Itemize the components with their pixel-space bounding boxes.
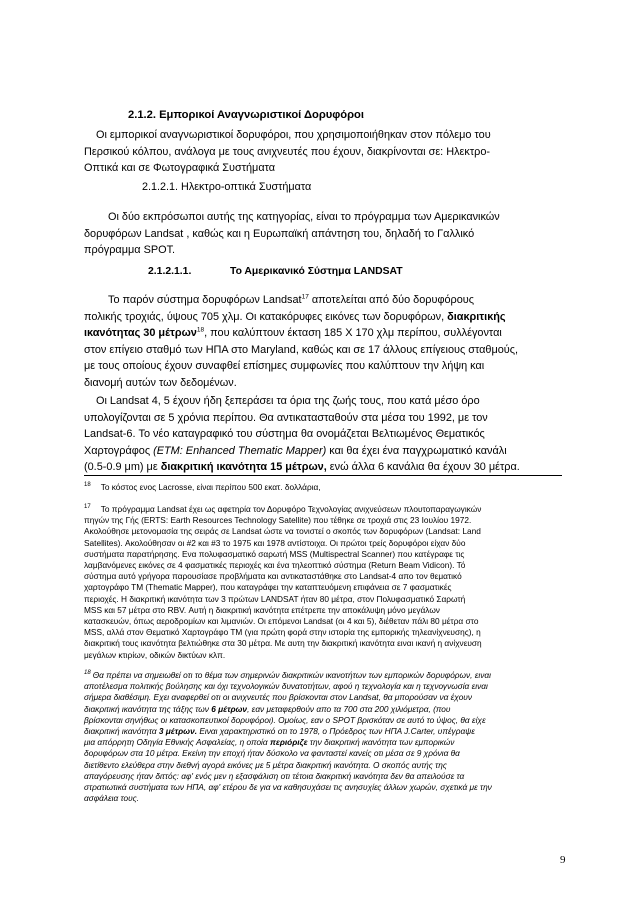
footnote-line: ασφάλεια τους. (84, 793, 139, 804)
footnote-line: στρατιωτικά συστήματα των ΗΠΑ, αφ' ετέρου δε για να καθησυχάσει τις ανησυχίες άλλων χωρών, σχετικά με την (84, 782, 492, 793)
footnote-line: δορυφόρων στα 10 μέτρα. Εκείνη την εποχή ήταν δύσκολο να φανταστεί κανείς οτι μέσα σε 9 χρόνια θα (84, 748, 460, 759)
footnote-line: διετίθεντο ελεύθερα στην διεθνή αγορά εικόνες με 5 μέτρα διακριτική ικανότητα. Ο σκοπός αυτής της (84, 759, 447, 770)
subsubsection-number: 2.1.2.1.1. (148, 266, 192, 277)
footnote-line: Satellites). Ακολούθησαν οι #2 και #3 το 1975 και 1978 αντίστοιχα. Οι πρώτοι τρείς δορυφόροι είχαν δύο (84, 537, 466, 548)
body-line: Οι Landsat 4, 5 έχουν ήδη ξεπεράσει τα όρια της ζωής τους, που κατά μέσο όρο (96, 395, 480, 407)
landsat-paragraph-2 (84, 393, 572, 476)
footnote-line: απαγόρευσης ήταν διττός: αφ' ενός μεν η εξασφάλιση οτι τέτοια διακριτική ικανότητα δεν θα απειλούσε τα (84, 770, 465, 781)
footnote-line: σήμερα διαθέσιμη. Εχει αναφερθεί οτι οι ανιχνευτές που βρίσκονται στον Landsat, θα μπορούσαν να έχουν (84, 692, 473, 703)
body-line: διανομή αυτών των δεδομένων. (84, 376, 237, 389)
footnote-line: μεγάλων κτιρίων, οδικών δικτύων κλπ. (84, 649, 226, 660)
footnote-line: διακριτική ικανότητα της τάξης των 6 μέτρων, εαν μεταφερθούν απο τα 700 στα 200 χιλιόμετρα, (που (84, 703, 451, 714)
body-line: (0.5-0.9 μm) με διακριτική ικανότητα 15 μέτρων, ενώ άλλα 6 κανάλια θα έχουν 30 μέτρα. (84, 461, 520, 474)
intro-line: Περσικού κόλπου, ανάλογα με τους ανιχνευτές που έχουν, διακρίνονται σε: Ηλεκτρο- (84, 145, 491, 158)
footnote-line: πηγών της Γής (ERTS: Earth Resources Technology Satellite) που τέθηκε σε τροχιά στις 23 Ιουλίου 1972. (84, 515, 472, 526)
footnote-line: κατασκευών, όπως αεροδρομίων και λιμανιών. Οι επόμενοι Landsat (οι 4 και 5), διέθεταν πάλι 80 μέτρα στο (84, 616, 479, 627)
footnote-line: μια απόρρητη Οδηγία Εθνικής Ασφαλείας, η οποία περιόριζε την διακριτική ικανότητα των εμπορικών (84, 737, 455, 748)
footnote-line: λαμβανόμενες εικόνες σε 4 φασματικές περιοχές και ένα τηλεοπτικό σύστημα (Return Beam Vidicon). Τό (84, 560, 466, 571)
body-line: Landsat-6. Το νέο καταγραφικό του σύστημα θα ονομάζεται Βελτιωμένος Θεματικός (84, 428, 485, 441)
subsection-body (84, 209, 572, 259)
footnote-18b (84, 670, 572, 804)
footnote-line: σύστημα αυτό γρήγορα παρουσίασε προβλήματα και αντικαταστάθηκε στο Landsat-4 απο τον θεματικό (84, 571, 462, 582)
subsubsection-heading: Το Αμερικανικό Σύστημα LANDSAT (230, 266, 403, 277)
body-line: ικανότητας 30 μέτρων$^{18}$, που καλύπτουν έκταση 185 Χ 170 χλμ περίπου, συλλέγονται (84, 326, 502, 340)
footnote-number: 18 (84, 670, 91, 677)
footnote-number: 18 (84, 482, 91, 489)
footnote-line: συστήματα παρατήρησης. Ενα πολυφασματικό σαρωτή MSS (Multispectral Scanner) που κατέγραφε τις (84, 548, 465, 559)
intro-line: Οπτικά και σε Φωτογραφικά Συστήματα (84, 162, 276, 175)
page-number: 9 (560, 854, 566, 866)
body-line: με τους οποίους έχουν συναφθεί επίσημες συμφωνίες που καλύπτουν την λήψη και (84, 360, 485, 373)
landsat-paragraph-1 (84, 292, 572, 392)
footnote-line: $^{18}$ Το κόστος ενος Lacrosse, είναι περίπου 500 εκατ. δολλάρια, (84, 482, 321, 492)
body-line: Χαρτογράφος (ETM: Enhanced Thematic Mapper) και θα έχει ένα παγχρωματικό κανάλι (84, 444, 507, 457)
body-line: πρόγραμμα SPOT. (84, 244, 176, 257)
section-heading: 2.1.2. Εμπορικοί Αναγνωριστικοί Δορυφόροι (128, 109, 364, 121)
footnote-line: διακριτική ικανότητα 3 μέτρων. Ειναι χαρακτηριστικό οτι το 1978, ο Πρόεδρος των ΗΠΑ J.Carter, υπέγραψε (84, 726, 475, 737)
footnote-line: MSS, αλλά στον Θεματικό Χαρτογράφο ΤΜ (για πρώτη φορά στην ιστορία της εμπορικής τηλεανίχνευσης), η (84, 627, 481, 638)
footnote-line: βρίσκονται σηνήθως οι κατασκοπευτικοί δορυφόροι). Ομοίως, εαν ο SPOT βρισκόταν σε αυτό το ύψος, θα είχε (84, 714, 486, 725)
subsection-heading: 2.1.2.1. Ηλεκτρο-οπτικά Συστήματα (142, 181, 312, 193)
footnote-line: $^{17}$ Το πρόγραμμα Landsat έχει ως αφετηρία τον Δορυφόρο Τεχνολογίας ανιχνεύσεων πλουτοπαραγωγικών (84, 504, 482, 514)
section-intro (84, 127, 572, 177)
footnote-line: $^{18}$ Θα πρέπει να σημειωθεί οτι το θέμα των σημερινών διακριτικών ικανοτήτων των εμπορικών δορυφόρων, ειναι (84, 670, 491, 680)
footnote-line: αποτέλεσμα πολιτικής βούλησης και όχι τεχνολογικών δυνατοτήτων, αφού η τεχνολογία και η τεχνογνωσία ειναι (84, 681, 488, 692)
footnote-line: διακριτική τους ικανότητα βελτιώθηκε στα 30 μέτρα. Με αυτη την διακριτική ικανότητα ειναι ικανή η ανίχνευση (84, 638, 482, 649)
body-line: υπολογίζονται σε 5 χρόνια περίπου. Θα αντικατασταθούν στα μέσα του 1992, με τον (84, 411, 488, 424)
footnote-ref: 18 (196, 326, 205, 334)
footnote-separator (84, 475, 562, 476)
body-line: Οι δύο εκπρόσωποι αυτής της κατηγορίας, είναι το πρόγραμμα των Αμερικανικών (108, 211, 500, 223)
body-line: δορυφόρων Landsat , καθώς και η Ευρωπαϊκή απάντηση του, δηλαδή το Γαλλικό (84, 227, 475, 240)
body-line: πολικής τροχιάς, ύψους 705 χλμ. Οι κατακόρυφες εικόνες των δορυφόρων, διακριτικής (84, 310, 506, 323)
footnote-17 (84, 504, 572, 661)
footnote-line: χαρτογράφο ΤΜ (Thematic Mapper), που καταγράφει την καταπτευόμενη επιφάνεια σε 7 φασματικές (84, 582, 452, 593)
footnote-line: Ακολούθησε μετονομασία της σειράς σε Landsat ώστε να τονιστεί ο σκοπός των δορυφόρων (Landsat: Land (84, 526, 481, 537)
footnote-ref: 17 (301, 293, 309, 301)
footnote-line: MSS και 57 μέτρα στο RBV. Αυτή η διακριτική ικανότητα επέτρεπε την αποκάλυψη μόνο μεγάλων (84, 604, 440, 615)
footnote-line: περιοχές. Η διακριτική ικανότητα των 3 πρώτων LANDSAT ήταν 80 μέτρα, στον Πολυφασματικό Σαρωτή (84, 593, 466, 604)
footnote-18a (84, 482, 572, 493)
body-line: Το παρόν σύστημα δορυφόρων Landsat$^{17}$ αποτελείται από δύο δορυφόρους (108, 293, 475, 306)
footnote-number: 17 (84, 504, 91, 511)
body-line: στον επίγειο σταθμό των ΗΠΑ στο Maryland, καθώς και σε 17 άλλους επίγειους σταθμούς, (84, 343, 519, 356)
intro-line: Οι εμπορικοί αναγνωριστικοί δορυφόροι, που χρησιμοποιήθηκαν στον πόλεμο του (96, 129, 491, 141)
